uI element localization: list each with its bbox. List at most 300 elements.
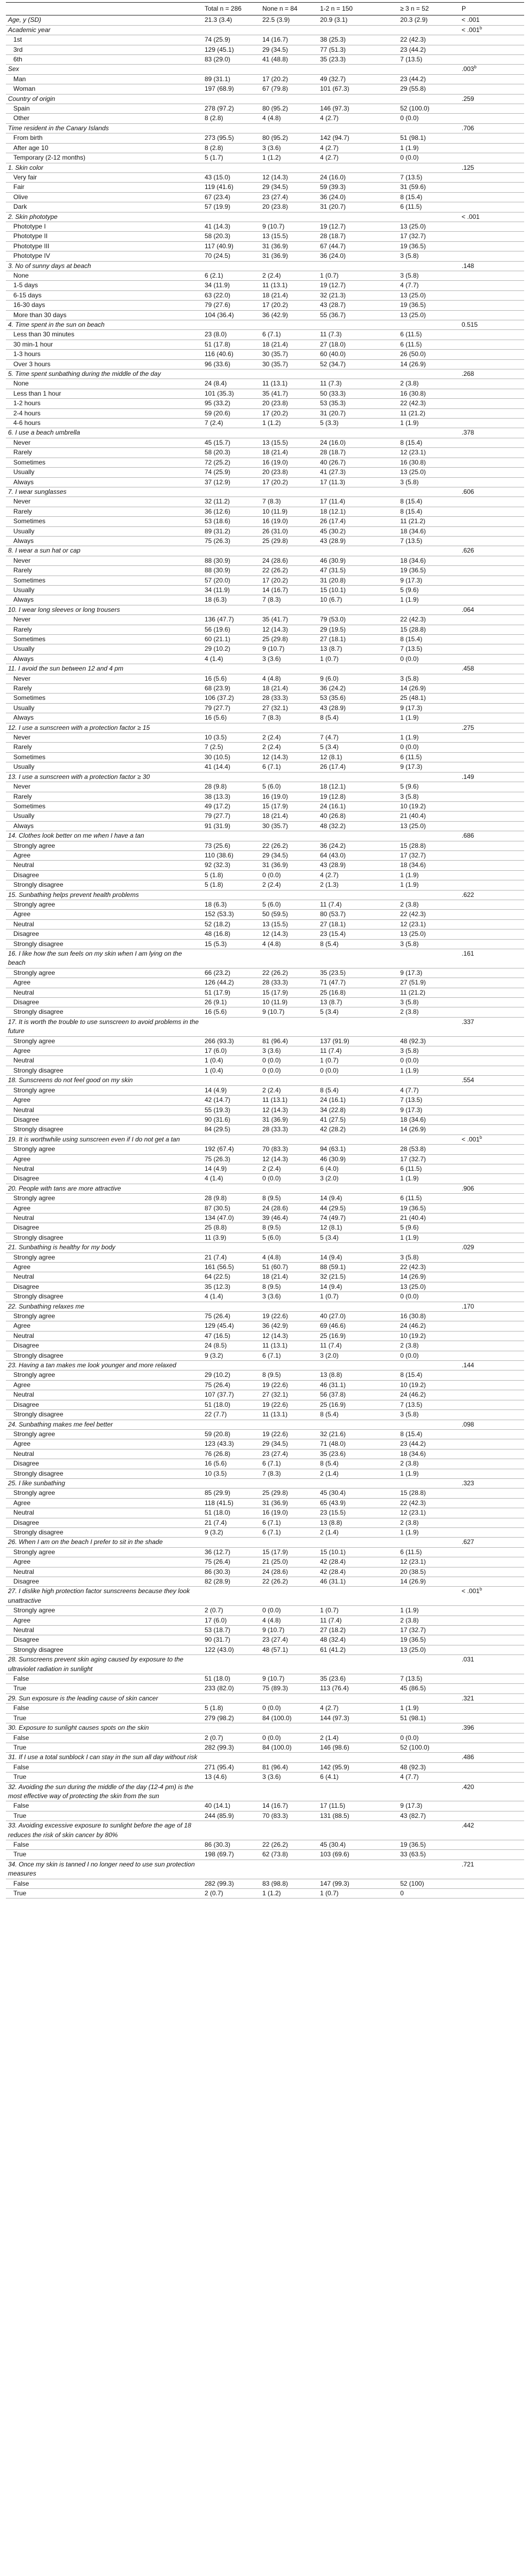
one-two-value [318,1174,398,1184]
three-plus-value [398,153,459,163]
total-value [202,1723,260,1733]
response-row [6,1096,524,1105]
none-value [260,1135,318,1144]
total-value [202,605,260,615]
response-label-text: Temporary (2-12 months) [13,154,85,162]
none-value-text: 2 (2.4) [262,743,281,751]
response-label-text: Phototype I [13,222,46,230]
three-plus-value-text: 4 (7.7) [400,281,419,289]
p-value [459,55,524,65]
none-value [260,477,318,487]
three-plus-value [398,1125,459,1135]
response-row [6,1223,524,1233]
response-label [6,978,202,988]
response-label [6,1713,202,1723]
response-label-text: Strongly agree [13,1489,56,1497]
total-value [202,222,260,231]
one-two-value [318,919,398,929]
p-value [459,271,524,280]
p-value [459,585,524,595]
total-value [202,1282,260,1291]
one-two-value [318,831,398,841]
total-value [202,1302,260,1311]
none-value-text: 6 (7.1) [262,1518,281,1526]
total-value-text: 58 (20.3) [205,448,231,456]
one-two-value [318,723,398,732]
response-row [6,1488,524,1498]
one-two-value [318,674,398,683]
p-value [459,625,524,634]
one-two-value-text: 3 (2.0) [320,1175,339,1183]
one-two-value [318,910,398,919]
response-label-text: None [13,271,29,279]
one-two-value [318,1361,398,1370]
total-value [202,399,260,408]
question-row [6,369,524,379]
none-value-text: 17 (20.2) [262,576,289,584]
total-value [202,359,260,369]
response-row [6,1085,524,1095]
total-value-text: 68 (23.9) [205,684,231,692]
p-value [459,1577,524,1587]
p-value [459,458,524,467]
total-value [202,644,260,654]
three-plus-value-text: 51 (98.1) [400,134,426,142]
response-label [6,389,202,398]
question-label [6,1076,202,1085]
question-row [6,65,524,74]
none-value-text: 51 (60.7) [262,1263,289,1271]
total-value [202,172,260,182]
total-value [202,261,260,271]
response-label-text: Disagree [13,930,40,938]
response-row [6,1518,524,1527]
three-plus-value [398,1713,459,1723]
three-plus-value [398,290,459,300]
none-value-text: 30 (35.7) [262,360,289,368]
total-value [202,1439,260,1449]
response-row [6,1704,524,1713]
question-label [6,1753,202,1762]
one-two-value-text: 13 (8.7) [320,645,342,653]
one-two-value [318,389,398,398]
response-row [6,340,524,349]
one-two-value-text: 10 (6.7) [320,596,342,604]
three-plus-value-text: 6 (11.5) [400,340,422,348]
none-value-text: 16 (19.0) [262,458,289,466]
question-label-text: 16. I like how the sun feels on my skin when I am lying on the beach [8,950,182,967]
total-value [202,1420,260,1429]
total-value [202,1508,260,1518]
one-two-value-text: 32 (21.6) [320,1430,346,1438]
one-two-value [318,1860,398,1879]
one-two-value-text: 26 (17.4) [320,763,346,771]
three-plus-value [398,1243,459,1252]
one-two-value-text: 11 (7.4) [320,1047,342,1055]
p-value [459,310,524,320]
total-value [202,281,260,290]
p-value [459,1753,524,1762]
response-row [6,1341,524,1351]
one-two-value-text: 27 (18.0) [320,340,346,348]
response-label [6,566,202,576]
three-plus-value [398,880,459,890]
three-plus-value-text: 2 (3.8) [400,1008,419,1016]
three-plus-value-text: 19 (36.5) [400,566,426,574]
response-label-text: True [13,1684,27,1692]
response-row [6,900,524,909]
p-value [459,978,524,988]
total-value [202,556,260,565]
question-label-text: 22. Sunbathing relaxes me [8,1302,84,1310]
total-value [202,340,260,349]
response-row [6,1762,524,1772]
response-label [6,133,202,143]
one-two-value [318,1811,398,1821]
one-two-value [318,419,398,428]
one-two-value [318,340,398,349]
p-value [459,163,524,172]
response-label-text: Agree [13,979,31,987]
none-value-text: 16 (19.0) [262,517,289,525]
none-value-text: 0 (0.0) [262,1704,281,1712]
none-value-text: 35 (41.7) [262,389,289,397]
response-label-text: False [13,1704,29,1712]
three-plus-value-text: 52 (100.0) [400,1743,430,1751]
response-label-text: Spain [13,105,30,113]
total-value [202,458,260,467]
none-value-text: 14 (16.7) [262,36,289,44]
none-value [260,1508,318,1518]
p-value-text: < .001 [462,1135,480,1143]
none-value [260,1341,318,1351]
response-row [6,1498,524,1508]
p-value [459,654,524,664]
one-two-value-text: 48 (32.2) [320,822,346,830]
response-row [6,497,524,507]
response-row [6,1203,524,1213]
p-value [459,1693,524,1703]
one-two-value-text: 55 (36.7) [320,311,346,319]
three-plus-value [398,1351,459,1360]
three-plus-value-text: 51 (98.1) [400,1714,426,1722]
three-plus-value [398,448,459,458]
p-value [459,1762,524,1772]
response-label [6,1557,202,1567]
response-row [6,910,524,919]
response-label-text: After age 10 [13,144,49,152]
response-row [6,1252,524,1262]
one-two-value-text: 101 (67.3) [320,85,349,93]
three-plus-value [398,919,459,929]
none-value-text: 30 (35.7) [262,350,289,358]
total-value [202,1312,260,1321]
three-plus-value [398,1164,459,1173]
none-value-text: 22 (26.2) [262,566,289,574]
total-value [202,1713,260,1723]
p-value [459,1567,524,1577]
three-plus-value [398,310,459,320]
p-value-text: < .001 [462,16,480,24]
three-plus-value [398,1704,459,1713]
total-value-text: 89 (31.2) [205,527,231,535]
total-value [202,1478,260,1488]
total-value-text: 28 (9.8) [205,783,227,791]
response-row [6,752,524,762]
p-value [459,1626,524,1635]
response-row [6,408,524,418]
response-label [6,1203,202,1213]
one-two-value [318,1684,398,1693]
p-value [459,1213,524,1223]
three-plus-value [398,1361,459,1370]
response-label [6,625,202,634]
response-label [6,644,202,654]
total-value-text: 96 (33.6) [205,360,231,368]
none-value-text: 48 (57.1) [262,1645,289,1653]
total-value-text: 53 (18.6) [205,517,231,525]
response-label [6,910,202,919]
none-value-text: 6 (7.1) [262,1351,281,1359]
p-value [459,1449,524,1459]
total-value [202,1488,260,1498]
total-value [202,320,260,330]
p-value [459,379,524,389]
one-two-value [318,1272,398,1282]
response-label [6,1762,202,1772]
one-two-value [318,1164,398,1173]
none-value-text: 17 (20.2) [262,478,289,486]
none-value [260,1361,318,1370]
total-value [202,232,260,241]
three-plus-value [398,1272,459,1282]
three-plus-value [398,477,459,487]
total-value-text: 56 (19.6) [205,625,231,633]
one-two-value [318,1645,398,1655]
three-plus-value-text: 19 (36.5) [400,1840,426,1848]
one-two-value-text: 19 (12.7) [320,222,346,230]
total-value-text: 7 (2.5) [205,743,223,751]
three-plus-value [398,1252,459,1262]
response-label-text: 6-15 days [13,291,42,299]
total-value [202,576,260,585]
p-value-text: .622 [462,891,474,899]
p-value [459,635,524,644]
p-value-text: .268 [462,370,474,378]
total-value [202,65,260,74]
total-value-text: 28 (9.8) [205,1194,227,1202]
none-value-text: 9 (10.7) [262,222,285,230]
response-label [6,183,202,192]
three-plus-value-text: 8 (15.4) [400,507,423,515]
one-two-value [318,1263,398,1272]
response-label [6,1527,202,1537]
p-value-text: .170 [462,1302,474,1310]
total-value [202,114,260,123]
none-value-text: 7 (8.3) [262,596,281,604]
three-plus-value [398,831,459,841]
three-plus-value [398,65,459,74]
one-two-value-text: 53 (35.3) [320,399,346,407]
none-value [260,251,318,261]
question-row [6,1017,524,1036]
total-value [202,635,260,644]
three-plus-value [398,801,459,811]
response-row [6,998,524,1007]
response-row [6,1557,524,1567]
response-row [6,694,524,703]
response-row [6,1850,524,1860]
none-value [260,1096,318,1105]
none-value [260,1184,318,1193]
none-value-text: 35 (41.7) [262,616,289,624]
response-label-text: Always [13,537,34,545]
total-value-text: 38 (13.3) [205,792,231,800]
three-plus-value [398,1046,459,1056]
none-value [260,1302,318,1311]
three-plus-value [398,1860,459,1879]
three-plus-value [398,949,459,968]
none-value-text: 0 (0.0) [262,1066,281,1074]
p-value [459,1508,524,1518]
p-value-text: .396 [462,1724,474,1732]
header-none: None n = 84 [260,3,318,15]
question-label [6,949,202,968]
total-value-text: 79 (27.7) [205,704,231,712]
three-plus-value [398,1154,459,1164]
response-label-text: True [13,1811,27,1819]
total-value [202,45,260,54]
response-label [6,1498,202,1508]
response-row [6,625,524,634]
response-label [6,1105,202,1115]
p-value [459,861,524,870]
response-label [6,1488,202,1498]
none-value-text: 20 (23.8) [262,468,289,476]
three-plus-value-text: 0 (0.0) [400,154,419,162]
three-plus-value-text: 26 (50.0) [400,350,426,358]
none-value [260,1713,318,1723]
three-plus-value [398,143,459,153]
response-label [6,861,202,870]
question-label-text: 5. Time spent sunbathing during the middle of the day [8,370,161,378]
total-value [202,468,260,477]
p-value-text: .906 [462,1184,474,1192]
total-value-text: 29 (10.2) [205,1371,231,1379]
response-row [6,1547,524,1557]
total-value-text: 104 (36.4) [205,311,234,319]
p-value [459,1312,524,1321]
response-row [6,1567,524,1577]
p-value [459,526,524,536]
three-plus-value-text: 8 (15.4) [400,498,423,506]
none-value [260,1007,318,1017]
one-two-value [318,812,398,821]
response-label-text: Strongly disagree [13,1233,64,1241]
response-label-text: True [13,1773,27,1781]
none-value [260,1203,318,1213]
one-two-value-text: 1 (0.7) [320,1293,339,1301]
one-two-value [318,408,398,418]
one-two-value [318,782,398,792]
question-row [6,831,524,841]
response-label-text: Disagree [13,1578,40,1585]
one-two-value [318,84,398,94]
total-value-text: 126 (44.2) [205,979,234,987]
response-label [6,615,202,625]
response-row [6,438,524,447]
none-value [260,1704,318,1713]
response-label [6,1439,202,1449]
one-two-value-text: 42 (28.4) [320,1567,346,1575]
total-value [202,1645,260,1655]
three-plus-value-text: 45 (86.5) [400,1684,426,1692]
one-two-value [318,585,398,595]
none-value [260,1733,318,1743]
three-plus-value [398,1693,459,1703]
none-value-text: 31 (36.9) [262,1115,289,1123]
p-value [459,1007,524,1017]
none-value-text: 10 (11.9) [262,507,288,515]
response-label-text: Strongly agree [13,1606,56,1614]
response-row [6,183,524,192]
total-value-text: 48 (16.8) [205,930,231,938]
three-plus-value-text: 0 [400,1889,404,1897]
three-plus-value-text: 1 (1.9) [400,1233,419,1241]
total-value-text: 4 (1.4) [205,1293,223,1301]
one-two-value [318,1282,398,1291]
none-value-text: 11 (13.1) [262,281,288,289]
total-value [202,1879,260,1888]
one-two-value-text: 56 (37.8) [320,1391,346,1399]
p-value-text: .378 [462,429,474,437]
total-value [202,1125,260,1135]
three-plus-value-text: 23 (44.2) [400,1440,426,1448]
footnote-marker: b [479,1587,482,1592]
one-two-value [318,1390,398,1400]
three-plus-value [398,1263,459,1272]
one-two-value [318,74,398,84]
response-label [6,1145,202,1154]
p-value [459,929,524,939]
question-label [6,890,202,900]
p-value [459,1135,524,1144]
none-value-text: 16 (19.0) [262,1509,289,1517]
three-plus-value [398,998,459,1007]
p-value-text: .148 [462,262,474,270]
response-row [6,350,524,359]
question-label [6,1821,202,1840]
p-value [459,281,524,290]
one-two-value [318,566,398,576]
none-value [260,1762,318,1772]
three-plus-value-text: 4 (7.7) [400,1773,419,1781]
p-value [459,15,524,25]
none-value-text: 80 (95.2) [262,134,289,142]
three-plus-value [398,438,459,447]
response-label-text: Strongly agree [13,841,56,849]
response-label-text: Neutral [13,1450,34,1458]
one-two-value [318,792,398,801]
one-two-value [318,281,398,290]
one-two-value-text: 79 (53.0) [320,616,346,624]
question-label-text: Time resident in the Canary Islands [8,124,109,132]
response-label-text: 16-30 days [13,301,45,309]
question-row [6,1538,524,1547]
response-label [6,1154,202,1164]
response-label [6,45,202,54]
response-label [6,1449,202,1459]
